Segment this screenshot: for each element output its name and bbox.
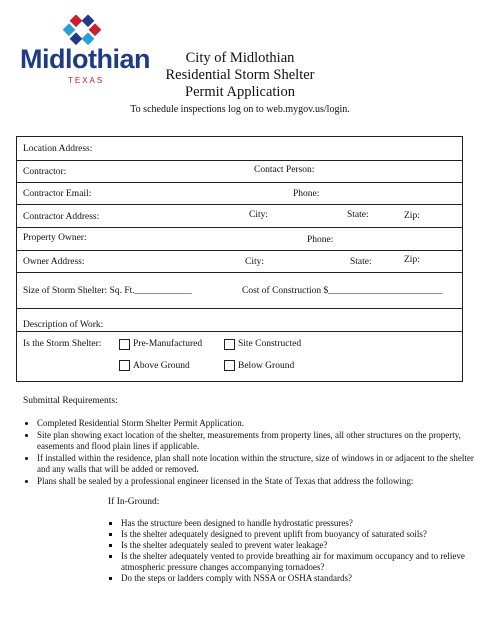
row-description bbox=[17, 309, 462, 332]
title-form: Permit Application bbox=[185, 84, 295, 100]
site-constructed-label: Site Constructed bbox=[238, 339, 302, 349]
logo-wordmark: Midlothian bbox=[20, 44, 150, 74]
title-city: City of Midlothian bbox=[185, 50, 295, 66]
contractor-city-field[interactable]: City: bbox=[249, 210, 269, 220]
contact-person-field[interactable]: Contact Person: bbox=[254, 165, 315, 175]
row-email bbox=[17, 183, 462, 205]
requirements-heading: Submittal Requirements: bbox=[23, 396, 118, 406]
owner-address-field[interactable]: Owner Address: bbox=[23, 257, 85, 267]
requirements-list bbox=[23, 418, 477, 488]
contractor-zip-field[interactable]: Zip: bbox=[404, 211, 420, 221]
row-location bbox=[17, 137, 462, 161]
city-logo bbox=[20, 14, 150, 84]
list-item: ▪ Is the shelter adequately vented to provide breathing air for maximum occupancy and to relieve atmospheric pressure changes accompanying tornadoes? bbox=[121, 551, 471, 573]
in-ground-list bbox=[108, 518, 471, 584]
schedule-note: To schedule inspections log on to web.mygov.us/login. bbox=[130, 104, 350, 115]
below-ground-checkbox[interactable] bbox=[224, 360, 235, 371]
contractor-phone-field[interactable]: Phone: bbox=[293, 189, 320, 199]
list-item: ▪ Has the structure been designed to handle hydrostatic pressures? bbox=[121, 518, 471, 529]
row-owner bbox=[17, 228, 462, 251]
list-item: • Plans shall be sealed by a professional engineer licensed in the State of Texas that address the following: bbox=[37, 476, 477, 487]
owner-phone-field[interactable]: Phone: bbox=[307, 235, 334, 245]
below-ground-label: Below Ground bbox=[238, 361, 295, 371]
above-ground-checkbox[interactable] bbox=[119, 360, 130, 371]
list-item: ▪ Is the shelter adequately designed to prevent uplift from buoyancy of saturated soils? bbox=[121, 529, 471, 540]
list-item: • If installed within the residence, plan shall note location within the structure, size of windows in or adjacent to the shelter and any walls that will be added or removed. bbox=[37, 453, 477, 475]
description-of-work-field[interactable]: Description of Work: bbox=[23, 320, 104, 330]
contractor-state-field[interactable]: State: bbox=[347, 210, 369, 220]
title-subject: Residential Storm Shelter bbox=[165, 67, 315, 83]
shelter-size-field[interactable]: Size of Storm Shelter: Sq. Ft.____________ bbox=[23, 286, 192, 296]
property-owner-field[interactable]: Property Owner: bbox=[23, 233, 87, 243]
pre-manufactured-label: Pre-Manufactured bbox=[133, 339, 203, 349]
row-size-cost bbox=[17, 273, 462, 309]
row-contractor bbox=[17, 161, 462, 183]
construction-cost-field[interactable]: Cost of Construction $________________________ bbox=[242, 286, 443, 296]
owner-city-field[interactable]: City: bbox=[245, 257, 265, 267]
row-contractor-address bbox=[17, 205, 462, 228]
contractor-email-field[interactable]: Contractor Email: bbox=[23, 189, 92, 199]
row-owner-address bbox=[17, 251, 462, 273]
list-item: • Completed Residential Storm Shelter Permit Application. bbox=[37, 418, 477, 429]
application-form bbox=[16, 136, 463, 382]
contractor-field[interactable]: Contractor: bbox=[23, 167, 67, 177]
list-item: ▪ Do the steps or ladders comply with NSSA or OSHA standards? bbox=[121, 573, 471, 584]
owner-zip-field[interactable]: Zip: bbox=[404, 255, 420, 265]
above-ground-label: Above Ground bbox=[133, 361, 190, 371]
location-address-field[interactable]: Location Address: bbox=[23, 144, 93, 154]
site-constructed-checkbox[interactable] bbox=[224, 339, 235, 350]
contractor-address-field[interactable]: Contractor Address: bbox=[23, 212, 100, 222]
shelter-type-question: Is the Storm Shelter: bbox=[23, 339, 102, 349]
logo-subtitle: TEXAS bbox=[68, 76, 105, 85]
list-item: • Site plan showing exact location of the shelter, measurements from property lines, all other structures on the property, easements and flood plain lines if applicable. bbox=[37, 430, 477, 452]
list-item: ▪ Is the shelter adequately sealed to prevent water leakage? bbox=[121, 540, 471, 551]
document-title bbox=[150, 50, 330, 101]
owner-state-field[interactable]: State: bbox=[350, 257, 372, 267]
star-burst-icon bbox=[20, 14, 150, 48]
in-ground-heading: If In-Ground: bbox=[108, 497, 160, 507]
pre-manufactured-checkbox[interactable] bbox=[119, 339, 130, 350]
row-shelter-type bbox=[17, 332, 462, 383]
